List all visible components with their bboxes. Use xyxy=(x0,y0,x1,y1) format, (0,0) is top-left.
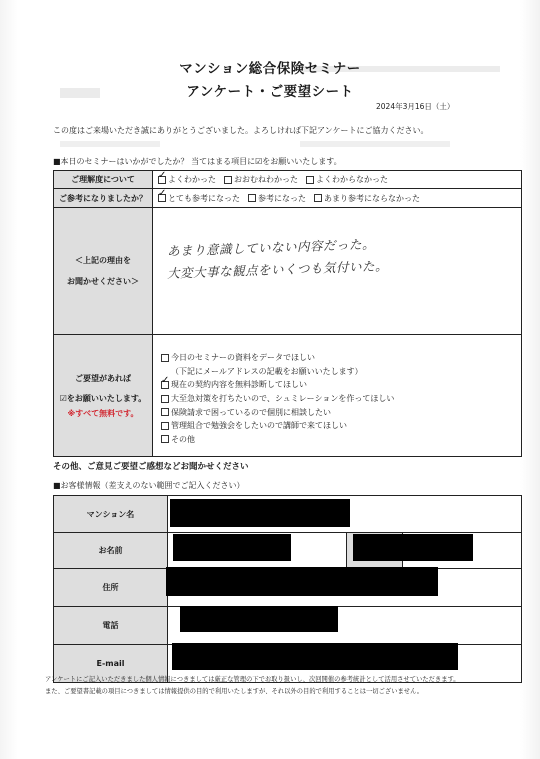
free-note: ※すべて無料です。 xyxy=(67,408,139,418)
option[interactable]: おおむねわかった xyxy=(224,174,298,185)
intro-text: この度はご来場いただき誠にありがとうございました。よろしければ下記アンケートにご協力ください。 xyxy=(53,126,429,135)
usefulness-options xyxy=(153,189,522,208)
option[interactable]: 参考になった xyxy=(248,193,306,204)
checkbox-icon[interactable] xyxy=(161,395,169,403)
field-label: E-mail xyxy=(54,645,168,683)
survey-table xyxy=(53,170,522,457)
row-header: ご理解度について xyxy=(54,171,153,189)
redaction-bar xyxy=(173,534,291,561)
page-title: マンション総合保険セミナー xyxy=(179,61,361,77)
checkbox-icon[interactable] xyxy=(224,176,232,184)
bleed-through-text xyxy=(300,141,450,147)
other-comments-heading: その他、ご意見ご要望ご感想などお聞かせください xyxy=(53,462,249,472)
request-option[interactable]: ✓ 現在の契約内容を無料診断してほしい xyxy=(161,378,521,392)
field-label: 住所 xyxy=(54,569,168,607)
option[interactable]: ✓ とても参考になった xyxy=(158,193,240,204)
field-label: マンション名 xyxy=(54,496,168,533)
row-header: ご要望があれば ☑をお願いいたします。 ※すべて無料です。 xyxy=(54,335,153,457)
field-label: 電話 xyxy=(54,607,168,645)
redaction-bar xyxy=(172,643,458,670)
survey-row-usefulness xyxy=(54,189,522,208)
option[interactable]: あまり参考にならなかった xyxy=(314,193,420,204)
request-option[interactable]: 管理組合で勉強会をしたいので講師で来てほしい xyxy=(161,419,521,433)
checkbox-icon[interactable] xyxy=(314,194,322,202)
checkbox-icon[interactable] xyxy=(161,408,169,416)
checkbox-icon[interactable] xyxy=(161,422,169,430)
handwritten-answer-line: あまり意識していない内容だった。 xyxy=(166,236,376,259)
checkbox-icon[interactable] xyxy=(306,176,314,184)
checkbox-icon[interactable] xyxy=(161,354,169,362)
bleed-through-text xyxy=(60,141,160,147)
checkbox-icon[interactable] xyxy=(161,435,169,443)
understanding-options xyxy=(153,171,522,189)
handwritten-answer-line: 大変大事な観点をいくつも気付いた。 xyxy=(166,258,389,281)
request-option[interactable]: 大至急対策を打ちたいので、シュミレーションを作ってほしい xyxy=(161,392,521,406)
page-subtitle: アンケート・ご要望シート xyxy=(186,84,354,100)
survey-row-reason xyxy=(54,208,522,335)
request-option[interactable]: 今日のセミナーの資料をデータでほしい xyxy=(161,351,521,365)
redaction-bar xyxy=(180,606,338,632)
checkbox-checked-icon[interactable] xyxy=(158,194,166,202)
field-label: お名前 xyxy=(54,533,168,569)
customer-info-heading: ■お客様情報（差支えのない範囲でご記入ください） xyxy=(53,481,245,490)
requests-options xyxy=(153,335,522,457)
request-option[interactable]: 保険請求で困っているので個別に相談したい xyxy=(161,405,521,419)
option[interactable]: よくわからなかった xyxy=(306,174,388,185)
survey-row-understanding xyxy=(54,171,522,189)
redaction-bar xyxy=(170,499,350,527)
redaction-bar xyxy=(166,567,438,596)
row-header: ＜上記の理由を お聞かせください＞ xyxy=(54,208,153,335)
seminar-date: 2024年3月16日（土） xyxy=(376,102,455,111)
survey-row-requests xyxy=(54,335,522,457)
redaction-bar xyxy=(353,534,473,561)
checkbox-icon[interactable] xyxy=(248,194,256,202)
row-header: ご参考になりましたか？ xyxy=(54,189,153,208)
checkbox-checked-icon[interactable] xyxy=(158,176,166,184)
reason-answer-area[interactable] xyxy=(153,208,522,335)
footer-note-2: また、ご要望書記載の項目につきましては情報提供の目的で利用いたしますが、それ以外の目的で利用することは一切ございません。 xyxy=(45,688,424,695)
request-option-note: （下記にメールアドレスの記載をお願いいたします） xyxy=(171,366,363,376)
checkbox-checked-icon[interactable] xyxy=(161,381,169,389)
footer-note-1: アンケートにご記入いただきました個人情報につきましては厳正な管理の下でお取り扱いし、次回開催の参考統計として活用させていただきます。 xyxy=(45,676,460,683)
request-option[interactable]: その他 xyxy=(161,432,521,446)
option[interactable]: ✓ よくわかった xyxy=(158,174,216,185)
survey-section-label: ■本日のセミナーはいかがでしたか？ 当てはまる項目に☑をお願いいたします。 xyxy=(53,157,342,166)
